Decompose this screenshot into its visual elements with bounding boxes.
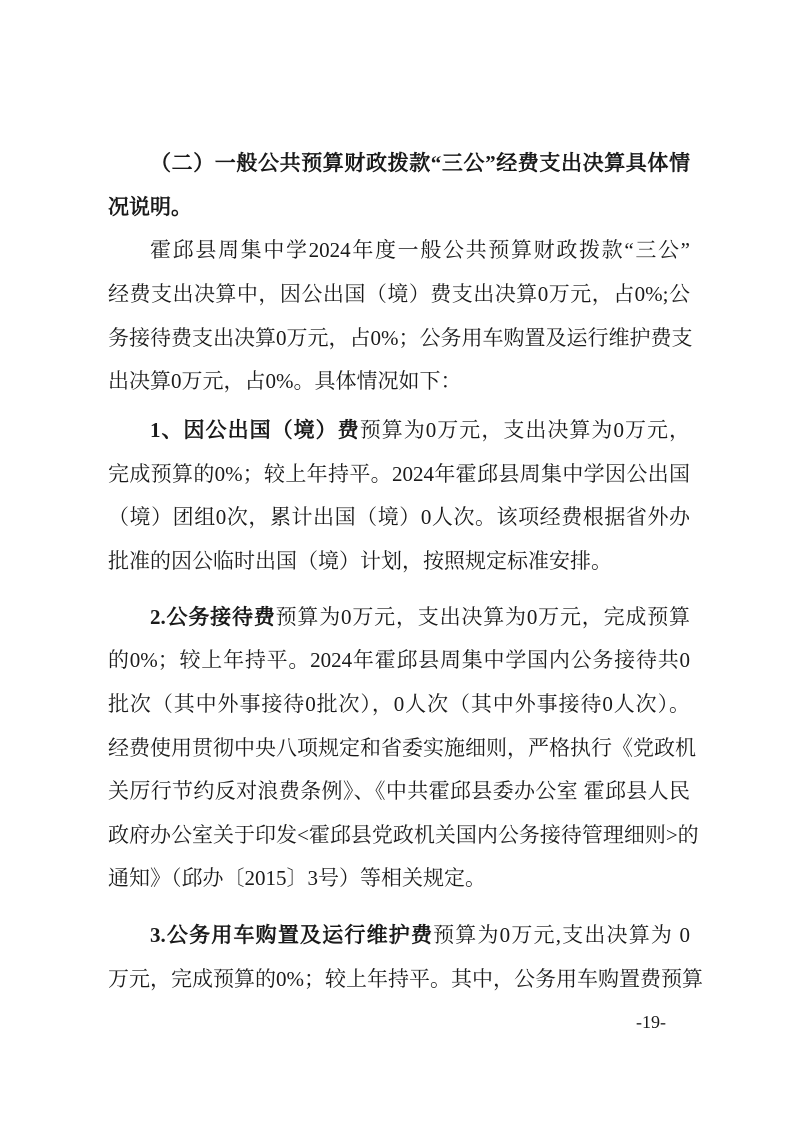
item-title: 2.公务接待费 bbox=[150, 605, 276, 629]
heading-line: （二）一般公共预算财政拨款“三公”经费支出决算具体情 bbox=[150, 151, 690, 175]
text-line: 批准的因公临时出国（境）计划，按照规定标准安排。 bbox=[108, 549, 612, 573]
text-line bbox=[150, 921, 690, 949]
text-line bbox=[150, 416, 690, 444]
text-line: 政府办公室关于印发<霍邱县党政机关国内公务接待管理细则>的 bbox=[108, 823, 699, 847]
page-number: -19- bbox=[636, 1012, 666, 1032]
text-line: （境）团组0次，累计出国（境）0人次。该项经费根据省外办 bbox=[108, 505, 690, 529]
text-line: 关厉行节约反对浪费条例》、《中共霍邱县委办公室 霍邱县人民 bbox=[108, 779, 690, 803]
text-line: 批次（其中外事接待0批次），0人次（其中外事接待0人次）。 bbox=[108, 692, 690, 716]
text-line bbox=[150, 603, 690, 631]
text-line: 务接待费支出决算0万元，占0%；公务用车购置及运行维护费支 bbox=[108, 326, 693, 350]
text-line: 通知》（邱办〔2015〕3号）等相关规定。 bbox=[108, 866, 486, 890]
text-line: 的0%；较上年持平。2024年霍邱县周集中学国内公务接待共0 bbox=[108, 648, 690, 672]
text-line: 万元，完成预算的0%；较上年持平。其中，公务用车购置费预算 bbox=[108, 967, 703, 991]
text-span: 预算为0万元,支出决算为 0 bbox=[433, 923, 690, 947]
text-span: 预算为0万元，支出决算为0万元，完成预算 bbox=[275, 605, 691, 629]
item-title: 1、因公出国（境）费 bbox=[150, 418, 360, 442]
text-line: 经费使用贯彻中央八项规定和省委实施细则，严格执行《党政机 bbox=[108, 736, 696, 760]
text-span: 预算为0万元，支出决算为0万元， bbox=[359, 418, 691, 442]
text-line: 出决算0万元，占0%。具体情况如下： bbox=[108, 369, 462, 393]
heading-line: 况说明。 bbox=[108, 195, 192, 219]
text-line: 经费支出决算中，因公出国（境）费支出决算0万元，占0%;公 bbox=[108, 282, 690, 306]
item-title: 3.公务用车购置及运行维护费 bbox=[150, 923, 434, 947]
text-line: 完成预算的0%；较上年持平。2024年霍邱县周集中学因公出国 bbox=[108, 462, 690, 486]
text-line: 霍邱县周集中学2024年度一般公共预算财政拨款“三公” bbox=[150, 238, 690, 262]
